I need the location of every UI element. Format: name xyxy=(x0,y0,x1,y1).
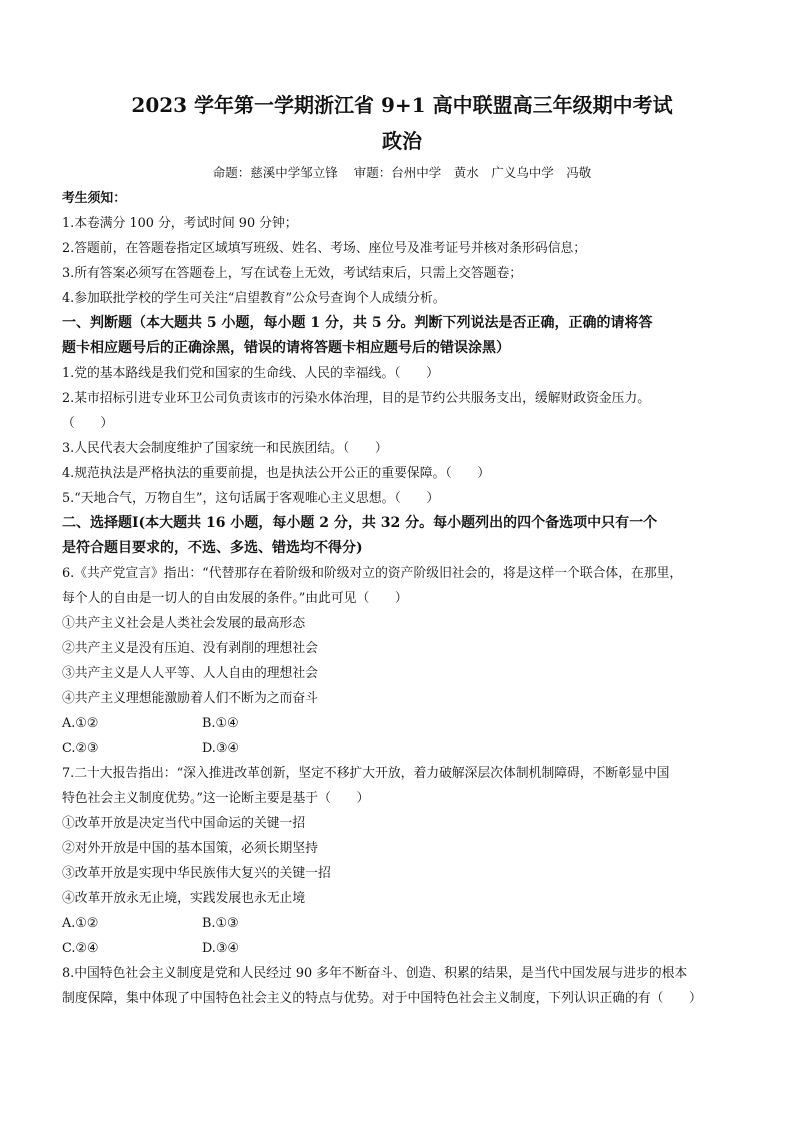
q7-statement: ③改革开放是实现中华民族伟大复兴的关键一招 xyxy=(62,866,331,881)
q7-option-c: C.②④ xyxy=(62,941,99,956)
question-5: 5.“天地合气，万物自生”，这句话属于客观唯心主义思想。（ ） xyxy=(62,491,440,506)
q7-options-row xyxy=(62,911,742,936)
notice-item: 3.所有答案必须写在答题卷上，写在试卷上无效，考试结束后，只需上交答题卷； xyxy=(62,266,523,281)
subject-title: 政治 xyxy=(382,129,422,153)
question-6-cont: 每个人的自由是一切人的自由发展的条件。”由此可见（ ） xyxy=(62,591,408,606)
q6-statement: ①共产主义社会是人类社会发展的最高形态 xyxy=(62,616,306,631)
q7-option-b: B.①③ xyxy=(202,916,239,931)
q6-option-d: D.③④ xyxy=(202,741,239,756)
q6-option-c: C.②③ xyxy=(62,741,99,756)
question-7: 7.二十大报告指出：“深入推进改革创新，坚定不移扩大开放，着力破解深层次体制机制障碍，不断彰显中国 xyxy=(62,766,670,781)
q6-statement: ④共产主义理想能激励着人们不断为之而奋斗 xyxy=(62,691,318,706)
section2-heading-cont: 是符合题目要求的，不选、多选、错选均不得分) xyxy=(62,540,363,556)
q6-statement: ②共产主义是没有压迫、没有剥削的理想社会 xyxy=(62,641,318,656)
notice-item: 4.参加联批学校的学生可关注“启望教育”公众号查询个人成绩分析。 xyxy=(62,291,446,306)
author-line xyxy=(62,164,742,182)
exam-title: 2023 学年第一学期浙江省 9+1 高中联盟高三年级期中考试 xyxy=(131,93,673,117)
q6-statement: ③共产主义是人人平等、人人自由的理想社会 xyxy=(62,666,318,681)
question-4: 4.规范执法是严格执法的重要前提，也是执法公开公正的重要保障。（ ） xyxy=(62,466,491,481)
question-2: 2.某市招标引进专业环卫公司负责该市的污染水体治理，目的是节约公共服务支出，缓解财政资金压力。 xyxy=(62,391,651,406)
question-3: 3.人民代表大会制度维护了国家统一和民族团结。（ ） xyxy=(62,441,388,456)
q6-options-row xyxy=(62,736,742,761)
question-8: 8.中国特色社会主义制度是党和人民经过 90 多年不断奋斗、创造、积累的结果，是当代中国发展与进步的根本 xyxy=(62,966,688,981)
notice-item: 1.本卷满分 100 分，考试时间 90 分钟； xyxy=(62,216,298,231)
q7-option-d: D.③④ xyxy=(202,941,239,956)
q7-options-row xyxy=(62,936,742,961)
author: 命题：慈溪中学邹立锋 xyxy=(212,165,338,180)
q6-options-row xyxy=(62,711,742,736)
question-2-cont: （ ） xyxy=(62,416,114,431)
q7-statement: ①改革开放是决定当代中国命运的关键一招 xyxy=(62,816,306,831)
section1-heading-cont: 题卡相应题号后的正确涂黑，错误的请将答题卡相应题号后的错误涂黑） xyxy=(62,340,510,356)
q6-option-a: A.①② xyxy=(62,716,99,731)
question-1: 1.党的基本路线是我们党和国家的生命线、人民的幸福线。（ ） xyxy=(62,366,439,381)
reviewer: 审题：台州中学 黄水 广义乌中学 冯敬 xyxy=(353,165,592,180)
section2-heading: 二、选择题Ⅰ(本大题共 16 小题，每小题 2 分，共 32 分。每小题列出的四个备选项中只有一个 xyxy=(62,515,658,531)
q7-option-a: A.①② xyxy=(62,916,99,931)
q6-option-b: B.①④ xyxy=(202,716,239,731)
question-6: 6.《共产党宣言》指出：“代替那存在着阶级和阶级对立的资产阶级旧社会的，将是这样一个联合体，在那里， xyxy=(62,566,683,581)
section1-heading: 一、判断题（本大题共 5 小题，每小题 1 分，共 5 分。判断下列说法是否正确，正确的请将答 xyxy=(62,315,653,331)
exam-content xyxy=(62,92,742,1011)
question-7-cont: 特色社会主义制度优势。”这一论断主要是基于（ ） xyxy=(62,791,370,806)
notice-item: 2.答题前，在答题卷指定区域填写班级、姓名、考场、座位号及准考证号并核对条形码信息； xyxy=(62,241,587,256)
q7-statement: ②对外开放是中国的基本国策，必须长期坚持 xyxy=(62,841,318,856)
q7-statement: ④改革开放永无止境，实践发展也永无止境 xyxy=(62,891,306,906)
question-8-cont: 制度保障，集中体现了中国特色社会主义的特点与优势。对于中国特色社会主义制度，下列认识正确的有（ ） xyxy=(62,991,702,1006)
notice-heading: 考生须知： xyxy=(62,191,126,206)
